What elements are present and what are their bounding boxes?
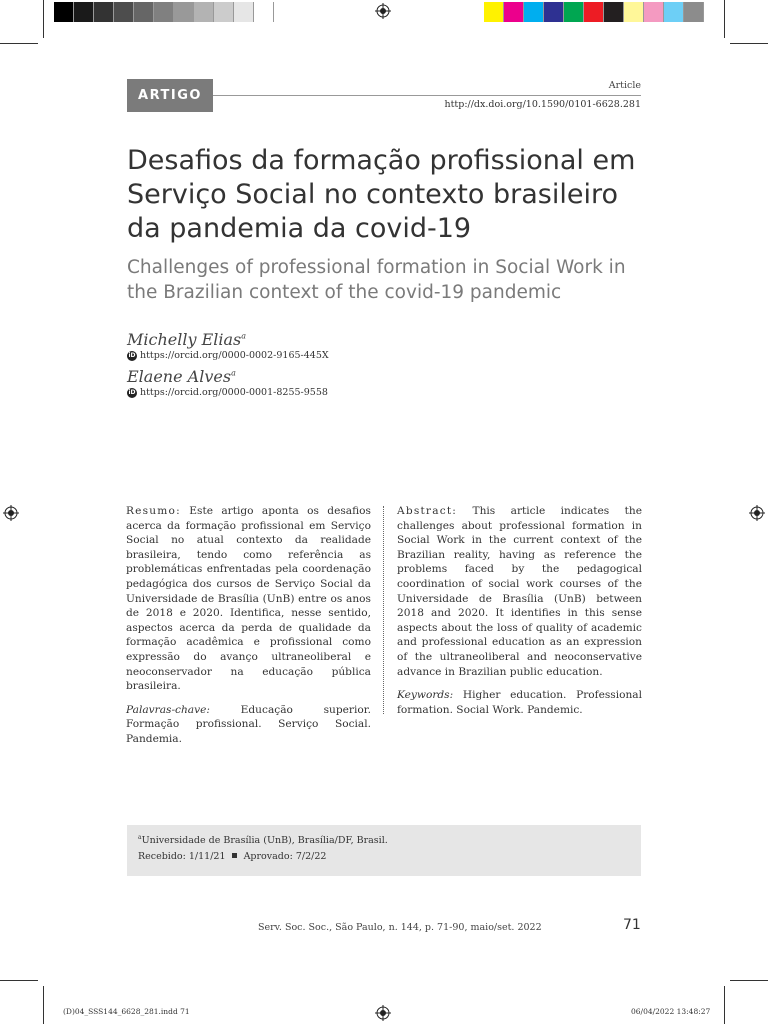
approved-label: Aprovado: (243, 851, 293, 863)
resumo-paragraph (126, 504, 371, 694)
affiliation-sup: a (138, 834, 142, 841)
section-label: ARTIGO (127, 79, 213, 112)
author-name-text: Michelly Elias (127, 330, 242, 349)
palavras-chave-text: Educação superior. Formação profissional. Serviço Social. Pandemia. (126, 703, 371, 745)
orcid-link[interactable] (127, 350, 329, 361)
author-name (127, 330, 246, 349)
abstract-paragraph (397, 504, 642, 679)
keywords-label: Keywords: (397, 689, 454, 702)
color-bar-color (484, 2, 704, 22)
crop-mark (43, 0, 44, 38)
column-divider (383, 506, 384, 714)
approved-date: 7/2/22 (295, 851, 327, 863)
color-swatch (544, 2, 564, 22)
keywords (397, 688, 642, 717)
palavras-chave (126, 703, 371, 747)
abstract-label: Abstract: (397, 505, 458, 517)
square-bullet-icon (232, 853, 237, 858)
registration-mark-icon (749, 505, 765, 521)
dates-line (138, 851, 641, 862)
color-swatch (604, 2, 624, 22)
crop-mark (43, 986, 44, 1024)
color-swatch (484, 2, 504, 22)
color-swatch (254, 2, 274, 22)
affiliation-text: Universidade de Brasília (UnB), Brasília/DF, Brasil. (141, 835, 388, 847)
orcid-link[interactable] (127, 387, 328, 398)
color-swatch (624, 2, 644, 22)
color-swatch (644, 2, 664, 22)
affiliation-line (138, 834, 641, 846)
orcid-icon: iD (128, 352, 136, 359)
orcid-icon: iD (128, 389, 136, 396)
page-number: 71 (623, 917, 641, 933)
color-swatch (664, 2, 684, 22)
received-label: Recebido: (138, 851, 186, 863)
article-type-label: Article (608, 80, 641, 91)
color-swatch (214, 2, 234, 22)
color-swatch (54, 2, 74, 22)
doi-link[interactable]: http://dx.doi.org/10.1590/0101-6628.281 (444, 99, 641, 110)
crop-mark (0, 43, 38, 44)
crop-mark (724, 986, 725, 1024)
orcid-url[interactable]: https://orcid.org/0000-0002-9165-445X (140, 350, 329, 361)
title-english: Challenges of professional formation in Social Work in the Brazilian context of the covid-19 pandemic (127, 257, 626, 303)
author-name (127, 367, 236, 386)
keywords-text: Higher education. Professional formation. Social Work. Pandemic. (397, 689, 643, 716)
title-portuguese: Desafios da formação profissional em Serviço Social no contexto brasileiro da pandemia da covid-19 (127, 145, 636, 244)
color-swatch (524, 2, 544, 22)
color-swatch (134, 2, 154, 22)
crop-mark (730, 980, 768, 981)
abstract-column (397, 504, 642, 717)
orcid-url[interactable]: https://orcid.org/0000-0001-8255-9558 (140, 387, 328, 398)
color-swatch (234, 2, 254, 22)
registration-mark-icon (3, 505, 19, 521)
resumo-column (126, 504, 371, 747)
color-swatch (74, 2, 94, 22)
affiliation-box (127, 825, 641, 876)
slug-timestamp: 06/04/2022 13:48:27 (631, 1007, 711, 1016)
crop-mark (730, 43, 768, 44)
registration-mark-icon (375, 1005, 391, 1021)
color-bar-gray (54, 2, 274, 22)
resumo-text: Este artigo aponta os desafios acerca da formação profissional em Serviço Social no atual contexto da realidade brasileira, tendo como referência as problemáticas enfrentadas pela coordenação pedagógica dos cursos de Serviço Social da Universidade de Brasília (UnB) entre os anos de 2018 e 2020. Identifica, nesse sentido, aspectos acerca da perda de qualidade da formação acadêmica e profissional como expressão do avanço ultraneoliberal e neoconservador na educação pública brasileira. (126, 505, 371, 693)
crop-mark (0, 980, 38, 981)
color-swatch (114, 2, 134, 22)
color-swatch (584, 2, 604, 22)
author-affil-sup: a (231, 368, 236, 378)
color-swatch (504, 2, 524, 22)
color-swatch (154, 2, 174, 22)
header-rule (213, 95, 641, 96)
color-swatch (684, 2, 704, 22)
footer-citation: Serv. Soc. Soc., São Paulo, n. 144, p. 71-90, maio/set. 2022 (258, 922, 542, 933)
resumo-label: Resumo: (126, 505, 181, 517)
color-swatch (174, 2, 194, 22)
color-swatch (94, 2, 114, 22)
abstract-text: This article indicates the challenges about professional formation in Social Work in the current context of the Brazilian reality, having as reference the problems faced by the pedagogical coordination of social work courses of the Universidade de Brasília (UnB) between 2018 and 2020. It identifies in this sense aspects about the loss of quality of academic and professional education as an expression of the ultraneoliberal and neoconservative advance in Brazilian public education. (397, 505, 643, 678)
color-swatch (194, 2, 214, 22)
author-name-text: Elaene Alves (127, 367, 232, 386)
palavras-chave-label: Palavras-chave: (126, 703, 210, 716)
slug-filename: (D)04_SSS144_6628_281.indd 71 (63, 1007, 190, 1016)
crop-mark (724, 0, 725, 38)
author-affil-sup: a (241, 331, 247, 341)
received-date: 1/11/21 (188, 851, 226, 863)
registration-mark-icon (375, 3, 391, 19)
color-swatch (564, 2, 584, 22)
